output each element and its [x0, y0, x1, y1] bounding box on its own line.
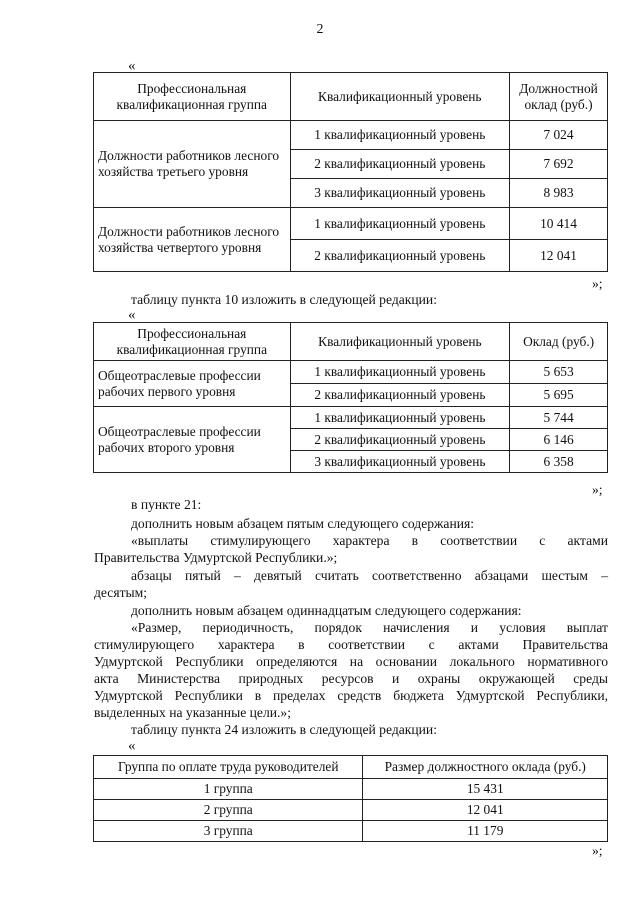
- quote-line: Удмуртской Республики определяются на основании локального нормативного: [94, 654, 608, 669]
- salary-cell: 12 041: [363, 800, 608, 821]
- paragraph-renumber-end: десятым;: [94, 585, 148, 600]
- paragraph-quote-fifth: «выплаты стимулирующего характера в соответствии с актами: [131, 533, 608, 548]
- salary-cell: 7 024: [510, 121, 608, 150]
- group-cell: 1 группа: [94, 779, 363, 800]
- salary-cell: 8 983: [510, 179, 608, 208]
- table-header: Группа по оплате труда руководителей: [94, 756, 363, 779]
- table-header: Квалификационный уровень: [290, 73, 509, 121]
- table-forestry-salaries: [93, 72, 608, 272]
- salary-cell: 5 653: [510, 361, 608, 384]
- salary-cell: 6 358: [510, 451, 608, 473]
- paragraph-quote-fifth-end: Правительства Удмуртской Республики.»;: [94, 550, 338, 565]
- table-header: Должностной оклад (руб.): [510, 73, 608, 121]
- close-quote: »;: [592, 276, 603, 291]
- level-cell: 2 квалификационный уровень: [290, 150, 509, 179]
- level-cell: 1 квалификационный уровень: [290, 407, 510, 429]
- paragraph-add-eleventh: дополнить новым абзацем одиннадцатым следующего содержания:: [131, 603, 522, 618]
- paragraph-renumber: абзацы пятый – девятый считать соответственно абзацами шестым –: [131, 568, 608, 583]
- open-quote: «: [128, 58, 136, 74]
- close-quote: »;: [592, 843, 603, 858]
- table-manager-salaries: [93, 755, 608, 842]
- quote-line: выделенных на указанные цели.»;: [94, 705, 291, 720]
- level-cell: 3 квалификационный уровень: [290, 179, 509, 208]
- group-name: Должности работников лесного хозяйства третьего уровня: [94, 121, 291, 208]
- table-header: Профессиональная квалификационная группа: [94, 323, 291, 361]
- open-quote: «: [128, 307, 136, 323]
- quote-line: «Размер, периодичность, порядок начисления и условия выплат: [131, 620, 608, 635]
- page-number: 2: [316, 22, 324, 37]
- table-header: Размер должностного оклада (руб.): [363, 756, 608, 779]
- level-cell: 1 квалификационный уровень: [290, 121, 509, 150]
- table-header: Квалификационный уровень: [290, 323, 510, 361]
- paragraph-add-fifth: дополнить новым абзацем пятым следующего содержания:: [131, 516, 475, 531]
- open-quote: «: [128, 738, 136, 754]
- group-name: Общеотраслевые профессии рабочих второго уровня: [94, 407, 291, 473]
- level-cell: 1 квалификационный уровень: [290, 208, 509, 240]
- salary-cell: 5 744: [510, 407, 608, 429]
- table-header: Профессиональная квалификационная группа: [94, 73, 291, 121]
- level-cell: 2 квалификационный уровень: [290, 429, 510, 451]
- level-cell: 2 квалификационный уровень: [290, 240, 509, 272]
- quote-line: Удмуртской Республики в пределах средств бюджета Удмуртской Республики,: [94, 688, 608, 703]
- table-worker-salaries: [93, 322, 608, 473]
- paragraph-table24: таблицу пункта 24 изложить в следующей редакции:: [131, 722, 437, 737]
- salary-cell: 10 414: [510, 208, 608, 240]
- table-header: Оклад (руб.): [510, 323, 608, 361]
- level-cell: 1 квалификационный уровень: [290, 361, 510, 384]
- group-cell: 2 группа: [94, 800, 363, 821]
- group-name: Должности работников лесного хозяйства четвертого уровня: [94, 208, 291, 272]
- paragraph-p21: в пункте 21:: [131, 497, 202, 512]
- salary-cell: 7 692: [510, 150, 608, 179]
- level-cell: 2 квалификационный уровень: [290, 384, 510, 407]
- close-quote: »;: [592, 482, 603, 497]
- salary-cell: 5 695: [510, 384, 608, 407]
- group-cell: 3 группа: [94, 821, 363, 842]
- salary-cell: 15 431: [363, 779, 608, 800]
- salary-cell: 12 041: [510, 240, 608, 272]
- salary-cell: 6 146: [510, 429, 608, 451]
- quote-line: акта Министерства природных ресурсов и охраны окружающей среды: [94, 671, 608, 686]
- paragraph-table10: таблицу пункта 10 изложить в следующей редакции:: [131, 292, 437, 307]
- group-name: Общеотраслевые профессии рабочих первого уровня: [94, 361, 291, 407]
- quote-line: стимулирующего характера в соответствии с актами Правительства: [94, 637, 608, 652]
- salary-cell: 11 179: [363, 821, 608, 842]
- level-cell: 3 квалификационный уровень: [290, 451, 510, 473]
